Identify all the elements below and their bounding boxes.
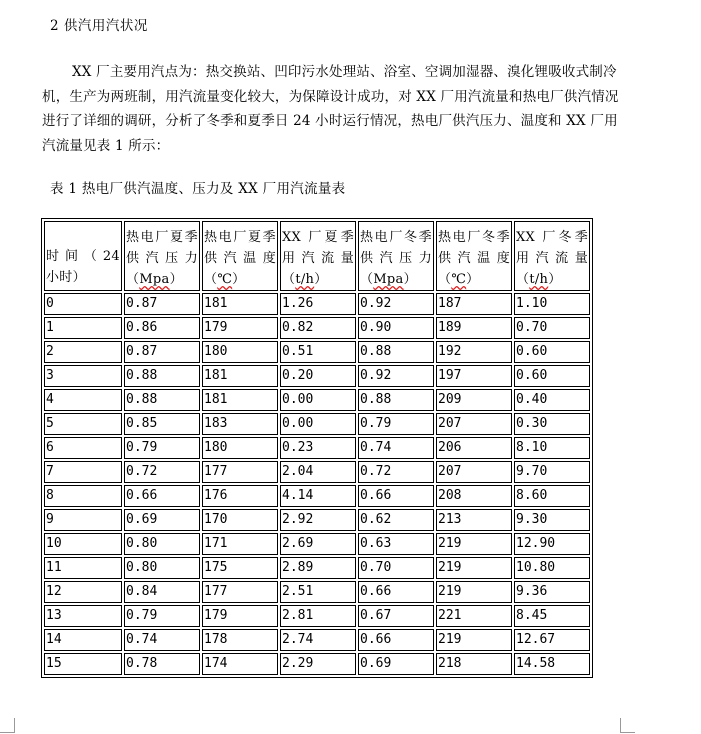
table-header <box>44 221 590 291</box>
value-cell: 2.81 <box>280 605 356 627</box>
value-cell: 2.04 <box>280 461 356 483</box>
hour-cell: 10 <box>44 533 122 555</box>
value-cell: 0.90 <box>358 317 434 339</box>
table-row <box>44 413 590 435</box>
header-cell: XX 厂夏季用汽流量（t/h） <box>280 221 356 291</box>
value-cell: 0.63 <box>358 533 434 555</box>
value-cell: 0.72 <box>124 461 200 483</box>
header-cell: 热电厂夏季供汽温度（℃） <box>202 221 278 291</box>
value-cell: 2.74 <box>280 629 356 651</box>
value-cell: 181 <box>202 365 278 387</box>
value-cell: 10.80 <box>514 557 590 579</box>
header-unit: ℃ <box>451 272 467 287</box>
header-unit: Mpa <box>139 272 170 287</box>
table-row <box>44 605 590 627</box>
value-cell: 0.92 <box>358 365 434 387</box>
hour-cell: 3 <box>44 365 122 387</box>
table-row <box>44 317 590 339</box>
header-row <box>44 221 590 291</box>
value-cell: 207 <box>436 461 512 483</box>
value-cell: 14.58 <box>514 653 590 675</box>
value-cell: 179 <box>202 605 278 627</box>
value-cell: 0.80 <box>124 557 200 579</box>
value-cell: 2.92 <box>280 509 356 531</box>
value-cell: 180 <box>202 437 278 459</box>
value-cell: 170 <box>202 509 278 531</box>
header-label: 热电厂夏季供汽压力 <box>126 230 198 266</box>
value-cell: 208 <box>436 485 512 507</box>
table-row <box>44 581 590 603</box>
value-cell: 179 <box>202 317 278 339</box>
value-cell: 0.66 <box>358 485 434 507</box>
value-cell: 0.62 <box>358 509 434 531</box>
value-cell: 209 <box>436 389 512 411</box>
value-cell: 221 <box>436 605 512 627</box>
value-cell: 2.51 <box>280 581 356 603</box>
value-cell: 0.74 <box>358 437 434 459</box>
value-cell: 0.79 <box>358 413 434 435</box>
value-cell: 0.86 <box>124 317 200 339</box>
value-cell: 219 <box>436 581 512 603</box>
header-unit: t/h <box>295 272 315 287</box>
hour-cell: 4 <box>44 389 122 411</box>
section-heading: 2 供汽用汽状况 <box>50 18 148 34</box>
value-cell: 0.66 <box>358 629 434 651</box>
value-cell: 0.87 <box>124 293 200 315</box>
steam-data-table <box>41 218 593 678</box>
page-corner-mark-left <box>0 718 15 733</box>
value-cell: 176 <box>202 485 278 507</box>
value-cell: 175 <box>202 557 278 579</box>
table-row <box>44 509 590 531</box>
hour-cell: 6 <box>44 437 122 459</box>
value-cell: 1.10 <box>514 293 590 315</box>
value-cell: 207 <box>436 413 512 435</box>
value-cell: 0.51 <box>280 341 356 363</box>
value-cell: 0.84 <box>124 581 200 603</box>
table-row <box>44 557 590 579</box>
table-row <box>44 437 590 459</box>
value-cell: 177 <box>202 581 278 603</box>
value-cell: 219 <box>436 533 512 555</box>
hour-cell: 2 <box>44 341 122 363</box>
hour-cell: 7 <box>44 461 122 483</box>
hour-cell: 0 <box>44 293 122 315</box>
value-cell: 12.67 <box>514 629 590 651</box>
hour-cell: 5 <box>44 413 122 435</box>
paragraph-text: XX 厂主要用汽点为：热交换站、凹印污水处理站、浴室、空调加湿器、溴化锂吸收式制冷机，生产为两班制，用汽流量变化较大，为保障设计成功，对 XX 厂用汽流量和热电厂供汽情况进行了详细的调研，分析了冬季和夏季日 24 小时运行情况，热电厂供汽压力、温度和 XX 厂用汽流量见表 1 所示： <box>42 64 619 154</box>
header-cell: XX 厂冬季用汽流量（t/h） <box>514 221 590 291</box>
value-cell: 171 <box>202 533 278 555</box>
hour-cell: 13 <box>44 605 122 627</box>
value-cell: 181 <box>202 293 278 315</box>
hour-cell: 15 <box>44 653 122 675</box>
value-cell: 0.60 <box>514 341 590 363</box>
value-cell: 0.69 <box>358 653 434 675</box>
value-cell: 0.78 <box>124 653 200 675</box>
value-cell: 1.26 <box>280 293 356 315</box>
table-row <box>44 365 590 387</box>
value-cell: 177 <box>202 461 278 483</box>
header-cell: 热电厂冬季供汽温度（℃） <box>436 221 512 291</box>
value-cell: 206 <box>436 437 512 459</box>
header-cell: 热电厂夏季供汽压力（Mpa） <box>124 221 200 291</box>
header-cell <box>44 221 122 291</box>
value-cell: 181 <box>202 389 278 411</box>
value-cell: 0.60 <box>514 365 590 387</box>
value-cell: 2.29 <box>280 653 356 675</box>
header-label: 热电厂冬季供汽压力 <box>360 230 432 266</box>
header-unit: t/h <box>529 272 549 287</box>
value-cell: 0.87 <box>124 341 200 363</box>
value-cell: 8.60 <box>514 485 590 507</box>
table-row <box>44 485 590 507</box>
header-label: XX 厂夏季用汽流量 <box>282 230 354 266</box>
value-cell: 178 <box>202 629 278 651</box>
header-label: 热电厂冬季供汽温度 <box>438 230 510 266</box>
table-row <box>44 461 590 483</box>
value-cell: 183 <box>202 413 278 435</box>
value-cell: 174 <box>202 653 278 675</box>
value-cell: 0.66 <box>358 581 434 603</box>
table-row <box>44 389 590 411</box>
table-container <box>41 218 593 678</box>
value-cell: 180 <box>202 341 278 363</box>
value-cell: 197 <box>436 365 512 387</box>
value-cell: 8.45 <box>514 605 590 627</box>
value-cell: 0.69 <box>124 509 200 531</box>
table-row <box>44 341 590 363</box>
hour-cell: 1 <box>44 317 122 339</box>
table-row <box>44 293 590 315</box>
header-label: 时间（24 小时） <box>46 249 120 285</box>
page-corner-mark-right <box>620 718 635 733</box>
header-unit: ℃ <box>217 272 233 287</box>
value-cell: 0.79 <box>124 437 200 459</box>
value-cell: 219 <box>436 557 512 579</box>
value-cell: 218 <box>436 653 512 675</box>
hour-cell: 8 <box>44 485 122 507</box>
value-cell: 0.20 <box>280 365 356 387</box>
value-cell: 213 <box>436 509 512 531</box>
table-row <box>44 629 590 651</box>
table-caption: 表 1 热电厂供汽温度、压力及 XX 厂用汽流量表 <box>50 181 346 197</box>
value-cell: 189 <box>436 317 512 339</box>
value-cell: 0.40 <box>514 389 590 411</box>
hour-cell: 14 <box>44 629 122 651</box>
table-body <box>44 293 590 675</box>
value-cell: 0.74 <box>124 629 200 651</box>
value-cell: 0.72 <box>358 461 434 483</box>
value-cell: 4.14 <box>280 485 356 507</box>
value-cell: 0.80 <box>124 533 200 555</box>
value-cell: 8.10 <box>514 437 590 459</box>
body-paragraph <box>42 60 630 158</box>
value-cell: 0.88 <box>124 389 200 411</box>
hour-cell: 9 <box>44 509 122 531</box>
value-cell: 0.23 <box>280 437 356 459</box>
value-cell: 0.88 <box>124 365 200 387</box>
table-row <box>44 653 590 675</box>
value-cell: 0.92 <box>358 293 434 315</box>
value-cell: 0.82 <box>280 317 356 339</box>
value-cell: 0.70 <box>514 317 590 339</box>
value-cell: 9.70 <box>514 461 590 483</box>
value-cell: 0.70 <box>358 557 434 579</box>
value-cell: 0.30 <box>514 413 590 435</box>
value-cell: 0.88 <box>358 389 434 411</box>
value-cell: 0.85 <box>124 413 200 435</box>
value-cell: 9.36 <box>514 581 590 603</box>
value-cell: 0.79 <box>124 605 200 627</box>
hour-cell: 11 <box>44 557 122 579</box>
value-cell: 12.90 <box>514 533 590 555</box>
header-label: 热电厂夏季供汽温度 <box>204 230 276 266</box>
value-cell: 0.88 <box>358 341 434 363</box>
value-cell: 9.30 <box>514 509 590 531</box>
value-cell: 2.89 <box>280 557 356 579</box>
value-cell: 0.00 <box>280 389 356 411</box>
value-cell: 2.69 <box>280 533 356 555</box>
header-cell: 热电厂冬季供汽压力（Mpa） <box>358 221 434 291</box>
value-cell: 0.00 <box>280 413 356 435</box>
table-row <box>44 533 590 555</box>
value-cell: 192 <box>436 341 512 363</box>
hour-cell: 12 <box>44 581 122 603</box>
value-cell: 187 <box>436 293 512 315</box>
header-unit: Mpa <box>373 272 404 287</box>
value-cell: 0.67 <box>358 605 434 627</box>
value-cell: 0.66 <box>124 485 200 507</box>
header-label: XX 厂冬季用汽流量 <box>516 230 588 266</box>
value-cell: 219 <box>436 629 512 651</box>
